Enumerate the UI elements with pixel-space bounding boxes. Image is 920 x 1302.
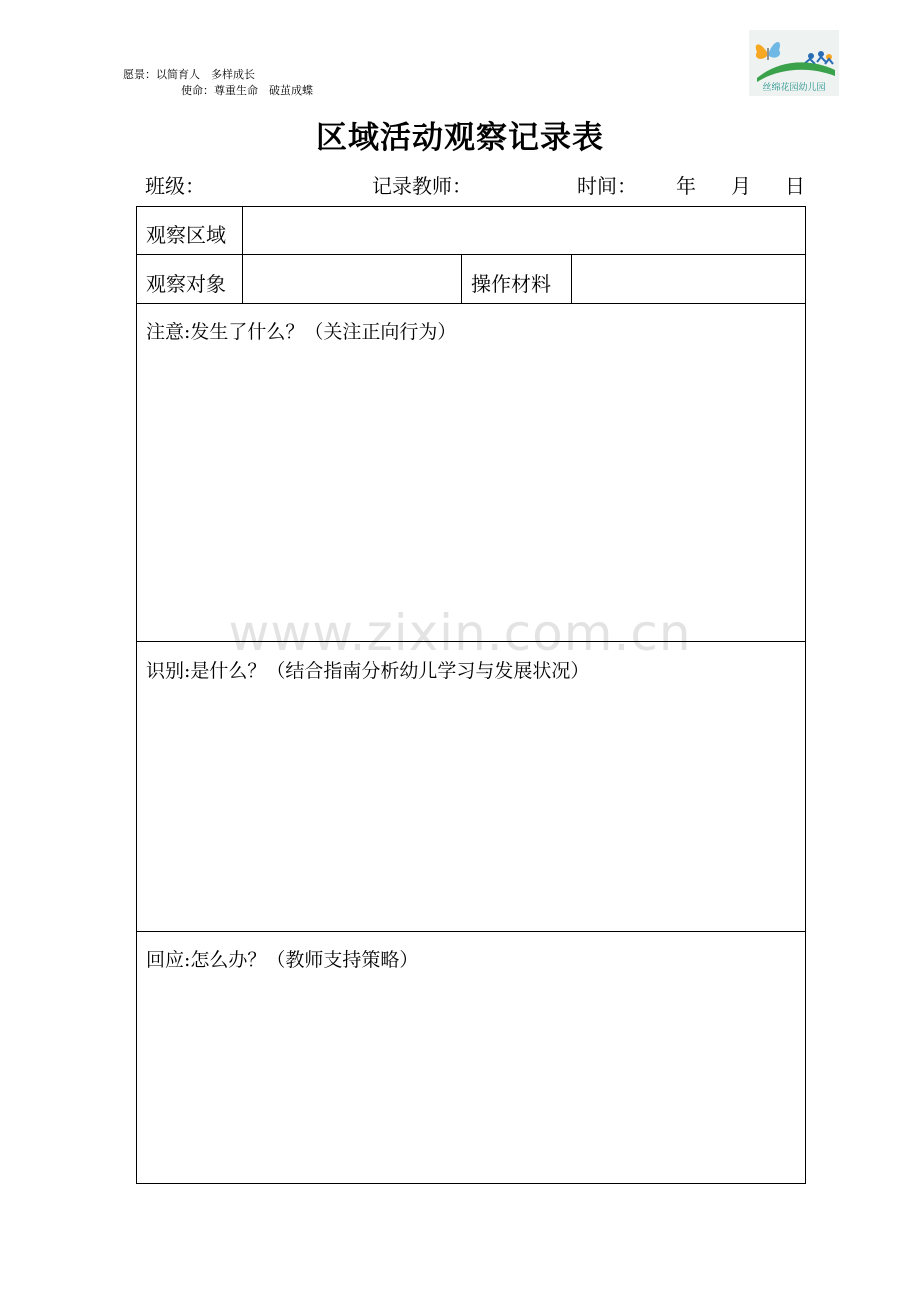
area-row-divider <box>136 254 806 255</box>
observation-area-label: 观察区域 <box>146 223 226 247</box>
material-field[interactable] <box>572 256 805 303</box>
material-col-divider-left <box>461 255 462 304</box>
observation-target-field[interactable] <box>243 256 461 303</box>
kindergarten-logo <box>749 30 839 96</box>
year-label: 年 <box>676 174 696 198</box>
day-label: 日 <box>785 174 805 198</box>
page-title: 区域活动观察记录表 <box>316 120 604 156</box>
notice-section-title: 注意:发生了什么？（关注正向行为） <box>146 321 457 343</box>
watermark: www.zixin.com.cn <box>228 604 692 662</box>
time-label: 时间： <box>577 174 637 198</box>
class-label: 班级： <box>145 174 205 198</box>
identify-section-title: 识别:是什么？（结合指南分析幼儿学习与发展状况） <box>146 660 590 682</box>
month-label: 月 <box>731 174 751 198</box>
respond-section-title: 回应:怎么办？（教师支持策略） <box>146 949 419 971</box>
logo-text: 丝绵花园幼儿园 <box>762 83 826 93</box>
observation-target-label: 观察对象 <box>146 272 226 296</box>
vision-text: 愿景：以简育人 多样成长 <box>123 68 255 81</box>
material-label: 操作材料 <box>471 272 551 296</box>
identify-divider <box>136 931 806 932</box>
notice-field[interactable] <box>137 345 805 641</box>
target-row-divider <box>136 303 806 304</box>
teacher-label: 记录教师： <box>372 174 472 198</box>
respond-field[interactable] <box>137 973 805 1182</box>
observation-area-field[interactable] <box>243 207 805 254</box>
mission-text: 使命：尊重生命 破茧成蝶 <box>181 84 313 97</box>
identify-field[interactable] <box>137 684 805 931</box>
